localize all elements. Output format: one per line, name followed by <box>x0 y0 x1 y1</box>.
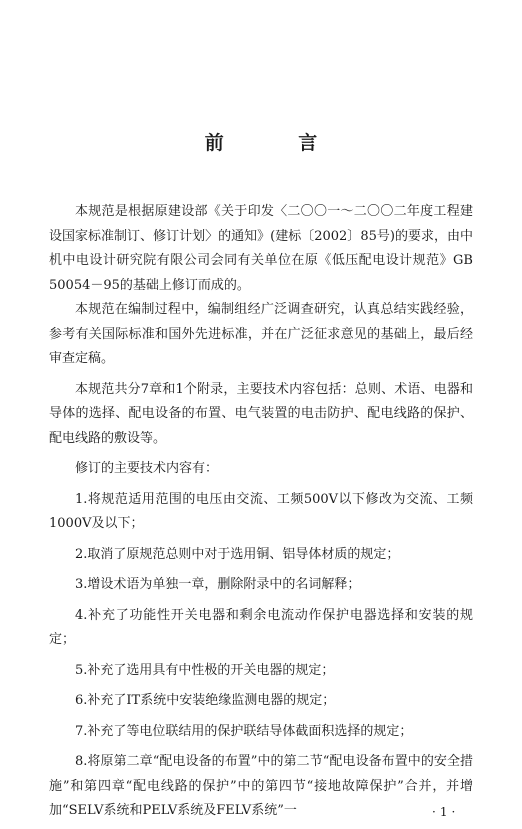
list-item-4: 4.补充了功能性开关电器和剩余电流动作保护电器选择和安装的规定； <box>49 607 473 647</box>
list-item-1: 1.将规范适用范围的电压由交流、工频500V以下修改为交流、工频1000V及以下； <box>49 491 473 531</box>
paragraph-4: 修订的主要技术内容有： <box>75 461 219 476</box>
document-body <box>49 200 473 824</box>
list-item-2: 2.取消了原规范总则中对于选用铜、铝导体材质的规定； <box>75 546 400 562</box>
list-item-6: 6.补充了IT系统中安装绝缘监测电器的规定； <box>75 693 336 708</box>
list-item-3: 3.增设术语为单独一章，删除附录中的名词解释； <box>75 577 361 592</box>
paragraph-3: 本规范共分7章和1个附录，主要技术内容包括：总则、术语、电器和导体的选择、配电设备的布置、电气装置的电击防护、配电线路的保护、配电线路的敷设等。 <box>49 381 473 446</box>
paragraph-2: 本规范在编制过程中，编制组经广泛调查研究，认真总结实践经验，参考有关国际标准和国外先进标准，并在广泛征求意见的基础上，最后经审查定稿。 <box>49 302 473 366</box>
paragraph-1: 本规范是根据原建设部《关于印发〈二〇〇一～二〇〇二年度工程建设国家标准制订、修订计划〉的通知》(建标〔2002〕85号)的要求，由中机中电设计研究院有限公司会同有关单位在原《低压配电设计规范》GB 50054－95的基础上修订而成的。 <box>49 204 473 293</box>
list-item-5: 5.补充了选用具有中性极的开关电器的规定； <box>75 662 335 678</box>
page-number: ·1· <box>432 805 460 819</box>
list-item-8: 8.将原第二章“配电设备的布置”中的第二节“配电设备布置中的安全措施”和第四章“配电线路的保护”中的第四节“接地故障保护”合并，并增加“SELV系统和PELV系统及FELV系统”一 <box>49 754 473 818</box>
list-item-7: 7.补充了等电位联结用的保护联结导体截面积选择的规定； <box>75 723 413 739</box>
page-title: 前 言 <box>204 132 352 154</box>
